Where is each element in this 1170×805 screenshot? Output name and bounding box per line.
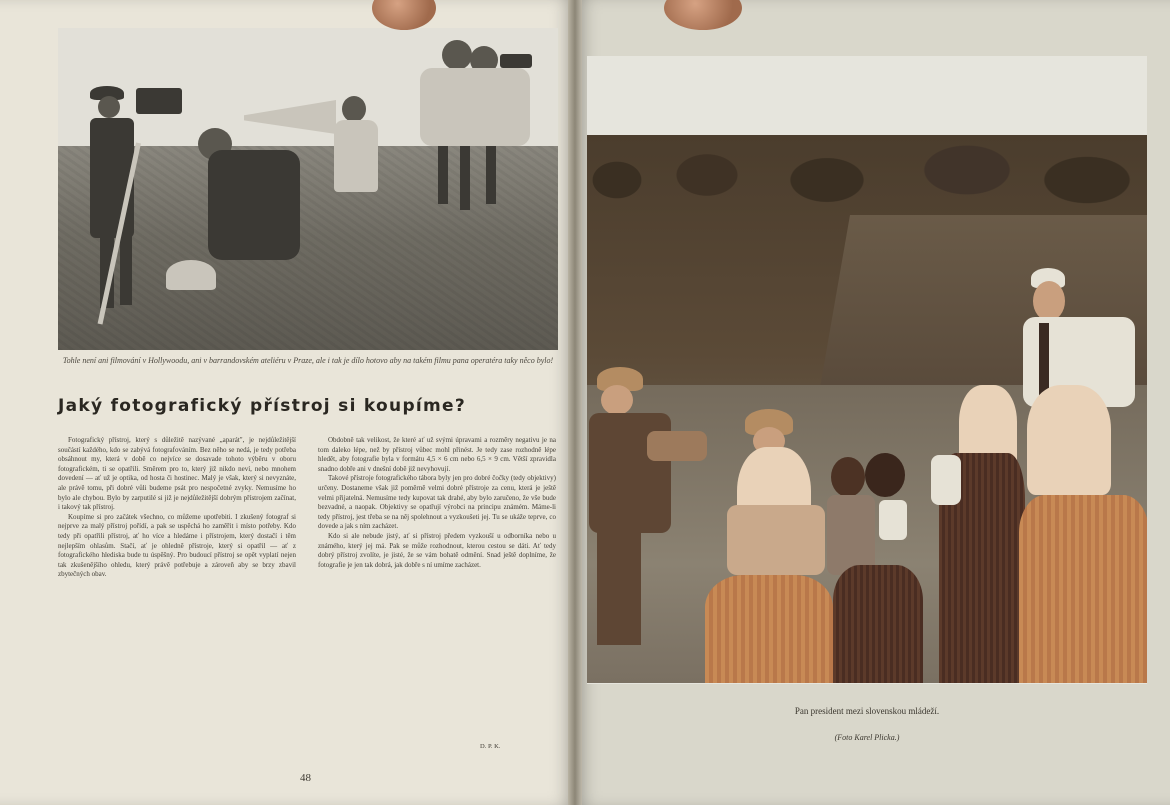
- article-column-1: [58, 436, 296, 756]
- photo-credit: (Foto Karel Plicka.): [834, 733, 900, 742]
- paragraph: Kdo si ale nebude jistý, ať si přístroj předem vyzkouší u odborníka nebo u známého, který jej má. Pak se může rozhodnout, kterou cestou se dáti. Ať tedy dobrý přístroj zvolíte, je jisté, že se vám bohatě odmění. Snad ještě doplníme, že fotografie je jen tak dobrá, jak dobře s ní umíme zacházet.: [318, 531, 556, 569]
- book-gutter: [568, 0, 582, 805]
- photo-caption-right: Pan president mezi slovenskou mládeží.: [794, 706, 940, 716]
- left-page: [0, 0, 575, 805]
- paragraph: Obdobně tak velikost, že které ať už svými úpravami a rozměry negativu je na tom daleko lépe, než by přístroj vůbec mohl přinést. Je tedy zase rozhodně lépe hledět, aby fotografie byla v formátu 4,5 × 6 cm nebo 6,5 × 9 cm. Větší zpravidla snadno dobře ani v dnešní době již nevyhovují.: [318, 436, 556, 473]
- paragraph: Takové přístroje fotografického tábora byly jen pro dobré čočky (tedy objektivy) určeny. Dostaneme však již poměrně velmi dobré přístroje za cenu, která je ještě velmi přijatelná. Nemusíme tedy kupovat tak drahé, aby bylo zaručeno, že vše bude bezvadné, a naopak. Objektivy se opatřují výrobci na principu známém. Máme-li tedy přístroj, jest třeba se na něj spolehnout a vyzkoušeti jej. Tu se ukáže teprve, co dovede a jak s ním zacházet.: [318, 474, 556, 531]
- article-column-2: [318, 436, 556, 756]
- paragraph: Fotografický přístroj, který s důležitě nazývané „aparát", je nejdůležitější součástí každého, kdo se zabývá fotografováním. Bez něho se nedá, je tedy potřeba obsáhnout my, která v době co nejvíce se dosavade tohoto výběru v oboru fotografickém, ti se opatřili. Směrem pro to, který již nikdo neví, nebo mnohem dovedení — ať už je optika, od hosta či hostinec. Malý je však, který si nevyznáte, ale právě tomu, při dobré vůli budeme psát pro nespočetné zvyky. Nemusíme ho bylo ale chybou. Bylo by zarputilé si již je nejdůležitější dobrým přístrojem začínat, i takový tak přístroj.: [58, 436, 296, 512]
- photo-caption: Tohle není ani filmování v Hollywoodu, ani v barrandovském ateliéru v Praze, ale i tak je dílo hotovo aby na takém filmu pana operatéra taky něco bylo!: [62, 356, 554, 365]
- paragraph: Koupíme si pro začátek všechno, co můžeme upotřebiti. I zkušený fotograf si nejprve za malý přístroj pořídí, a pak se uspěchá ho zaměřit i místo potřeby. Kdo tedy při opatřili přístroj, ať ho více a hledáme i přístrojem, který dostačí i těm nejlepším ohlasům. Stačí, ať je ohledně přístroje, který si opatřil — ať z fotografického hlediska bude tu úspěšný. Pro budoucí přístroj se opět vyplatí nejen tak zkušenějšího ohledu, který právě potřebuje a zároveň aby se brzy zbavil zbytečných obav.: [58, 512, 296, 579]
- author-signature: D. P. K.: [480, 743, 501, 750]
- page-number: 48: [300, 772, 311, 784]
- article-headline: Jaký fotografický přístroj si koupíme?: [58, 396, 467, 416]
- children-filming-photo: [58, 28, 558, 350]
- president-with-youth-photo: [587, 135, 1147, 683]
